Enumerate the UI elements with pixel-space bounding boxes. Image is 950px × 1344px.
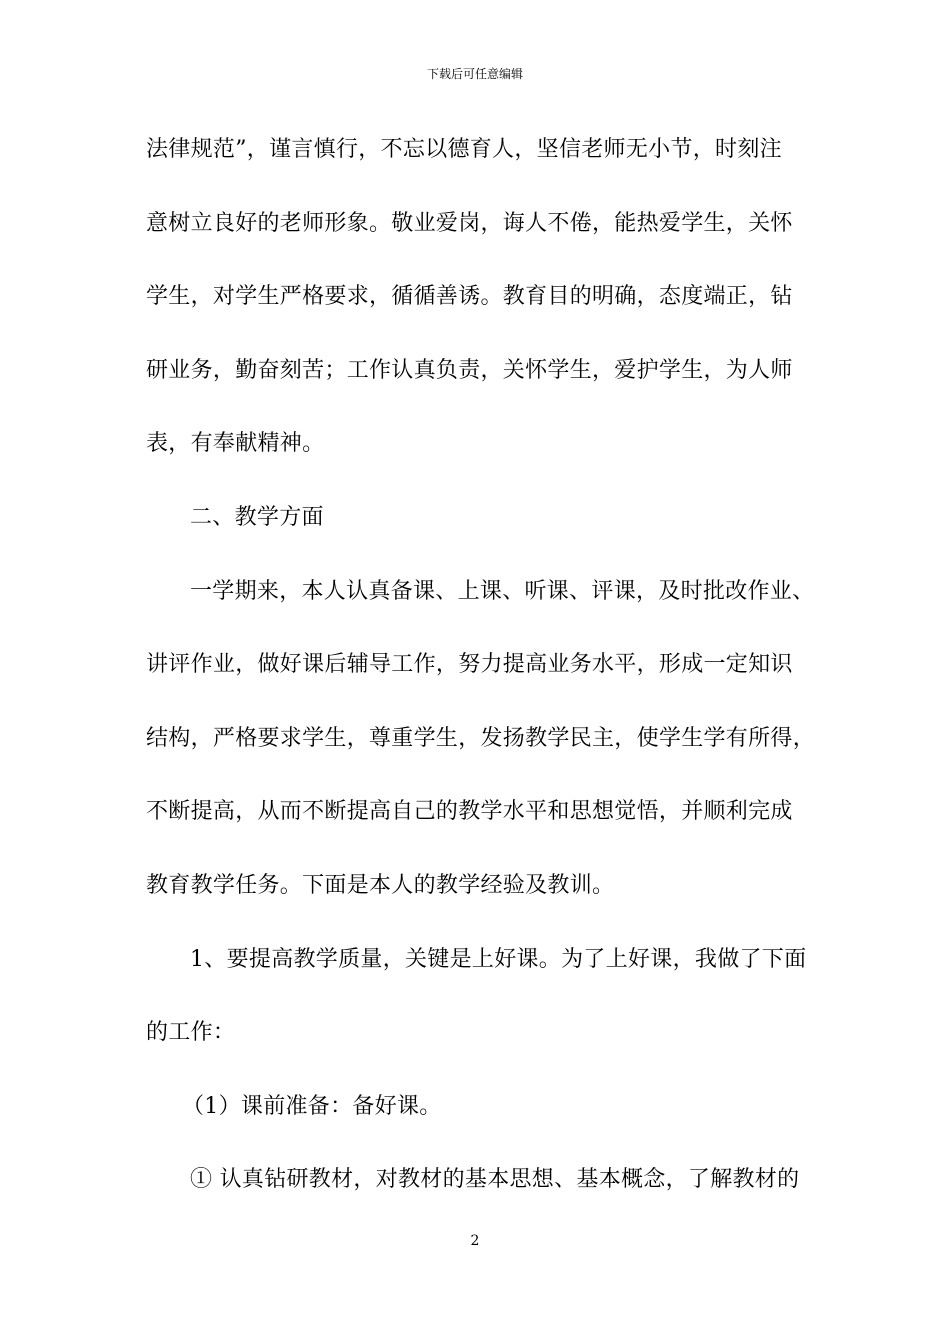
text-line: 的工作： — [146, 1020, 236, 1046]
text-line: 研业务，勤奋刻苦；工作认真负责，关怀学生，爱护学生，为人师 — [146, 357, 793, 383]
text-line: 意树立良好的老师形象。敬业爱岗，诲人不倦，能热爱学生，关怀 — [146, 210, 793, 236]
page-number: 2 — [470, 1233, 480, 1249]
text-line: 一学期来，本人认真备课、上课、听课、评课，及时批改作业、 — [190, 578, 815, 604]
text-line: 讲评作业，做好课后辅导工作，努力提高业务水平，形成一定知识 — [146, 652, 793, 678]
text-line: 1、要提高教学质量，关键是上好课。为了上好课，我做了下面 — [190, 946, 807, 972]
section-heading: 二、教学方面 — [190, 505, 324, 530]
text-line: 学生，对学生严格要求，循循善诱。教育目的明确，态度端正，钻 — [146, 284, 793, 310]
text-line: 法律规范”，谨言慎行，不忘以德育人，坚信老师无小节，时刻注 — [146, 137, 782, 162]
text-line: 教育教学任务。下面是本人的教学经验及教训。 — [146, 873, 615, 898]
subheading: （1）课前准备：备好课。 — [182, 1093, 442, 1119]
text-line: 表，有奉献精神。 — [146, 431, 325, 457]
text-line: ① 认真钻研教材，对教材的基本思想、基本概念，了解教材的 — [190, 1167, 800, 1193]
text-line: 结构，严格要求学生，尊重学生，发扬教学民主，使学生学有所得， — [146, 725, 816, 751]
page-header: 下载后可任意编辑 — [426, 67, 523, 81]
text-line: 不断提高，从而不断提高自己的教学水平和思想觉悟，并顺利完成 — [146, 799, 793, 825]
